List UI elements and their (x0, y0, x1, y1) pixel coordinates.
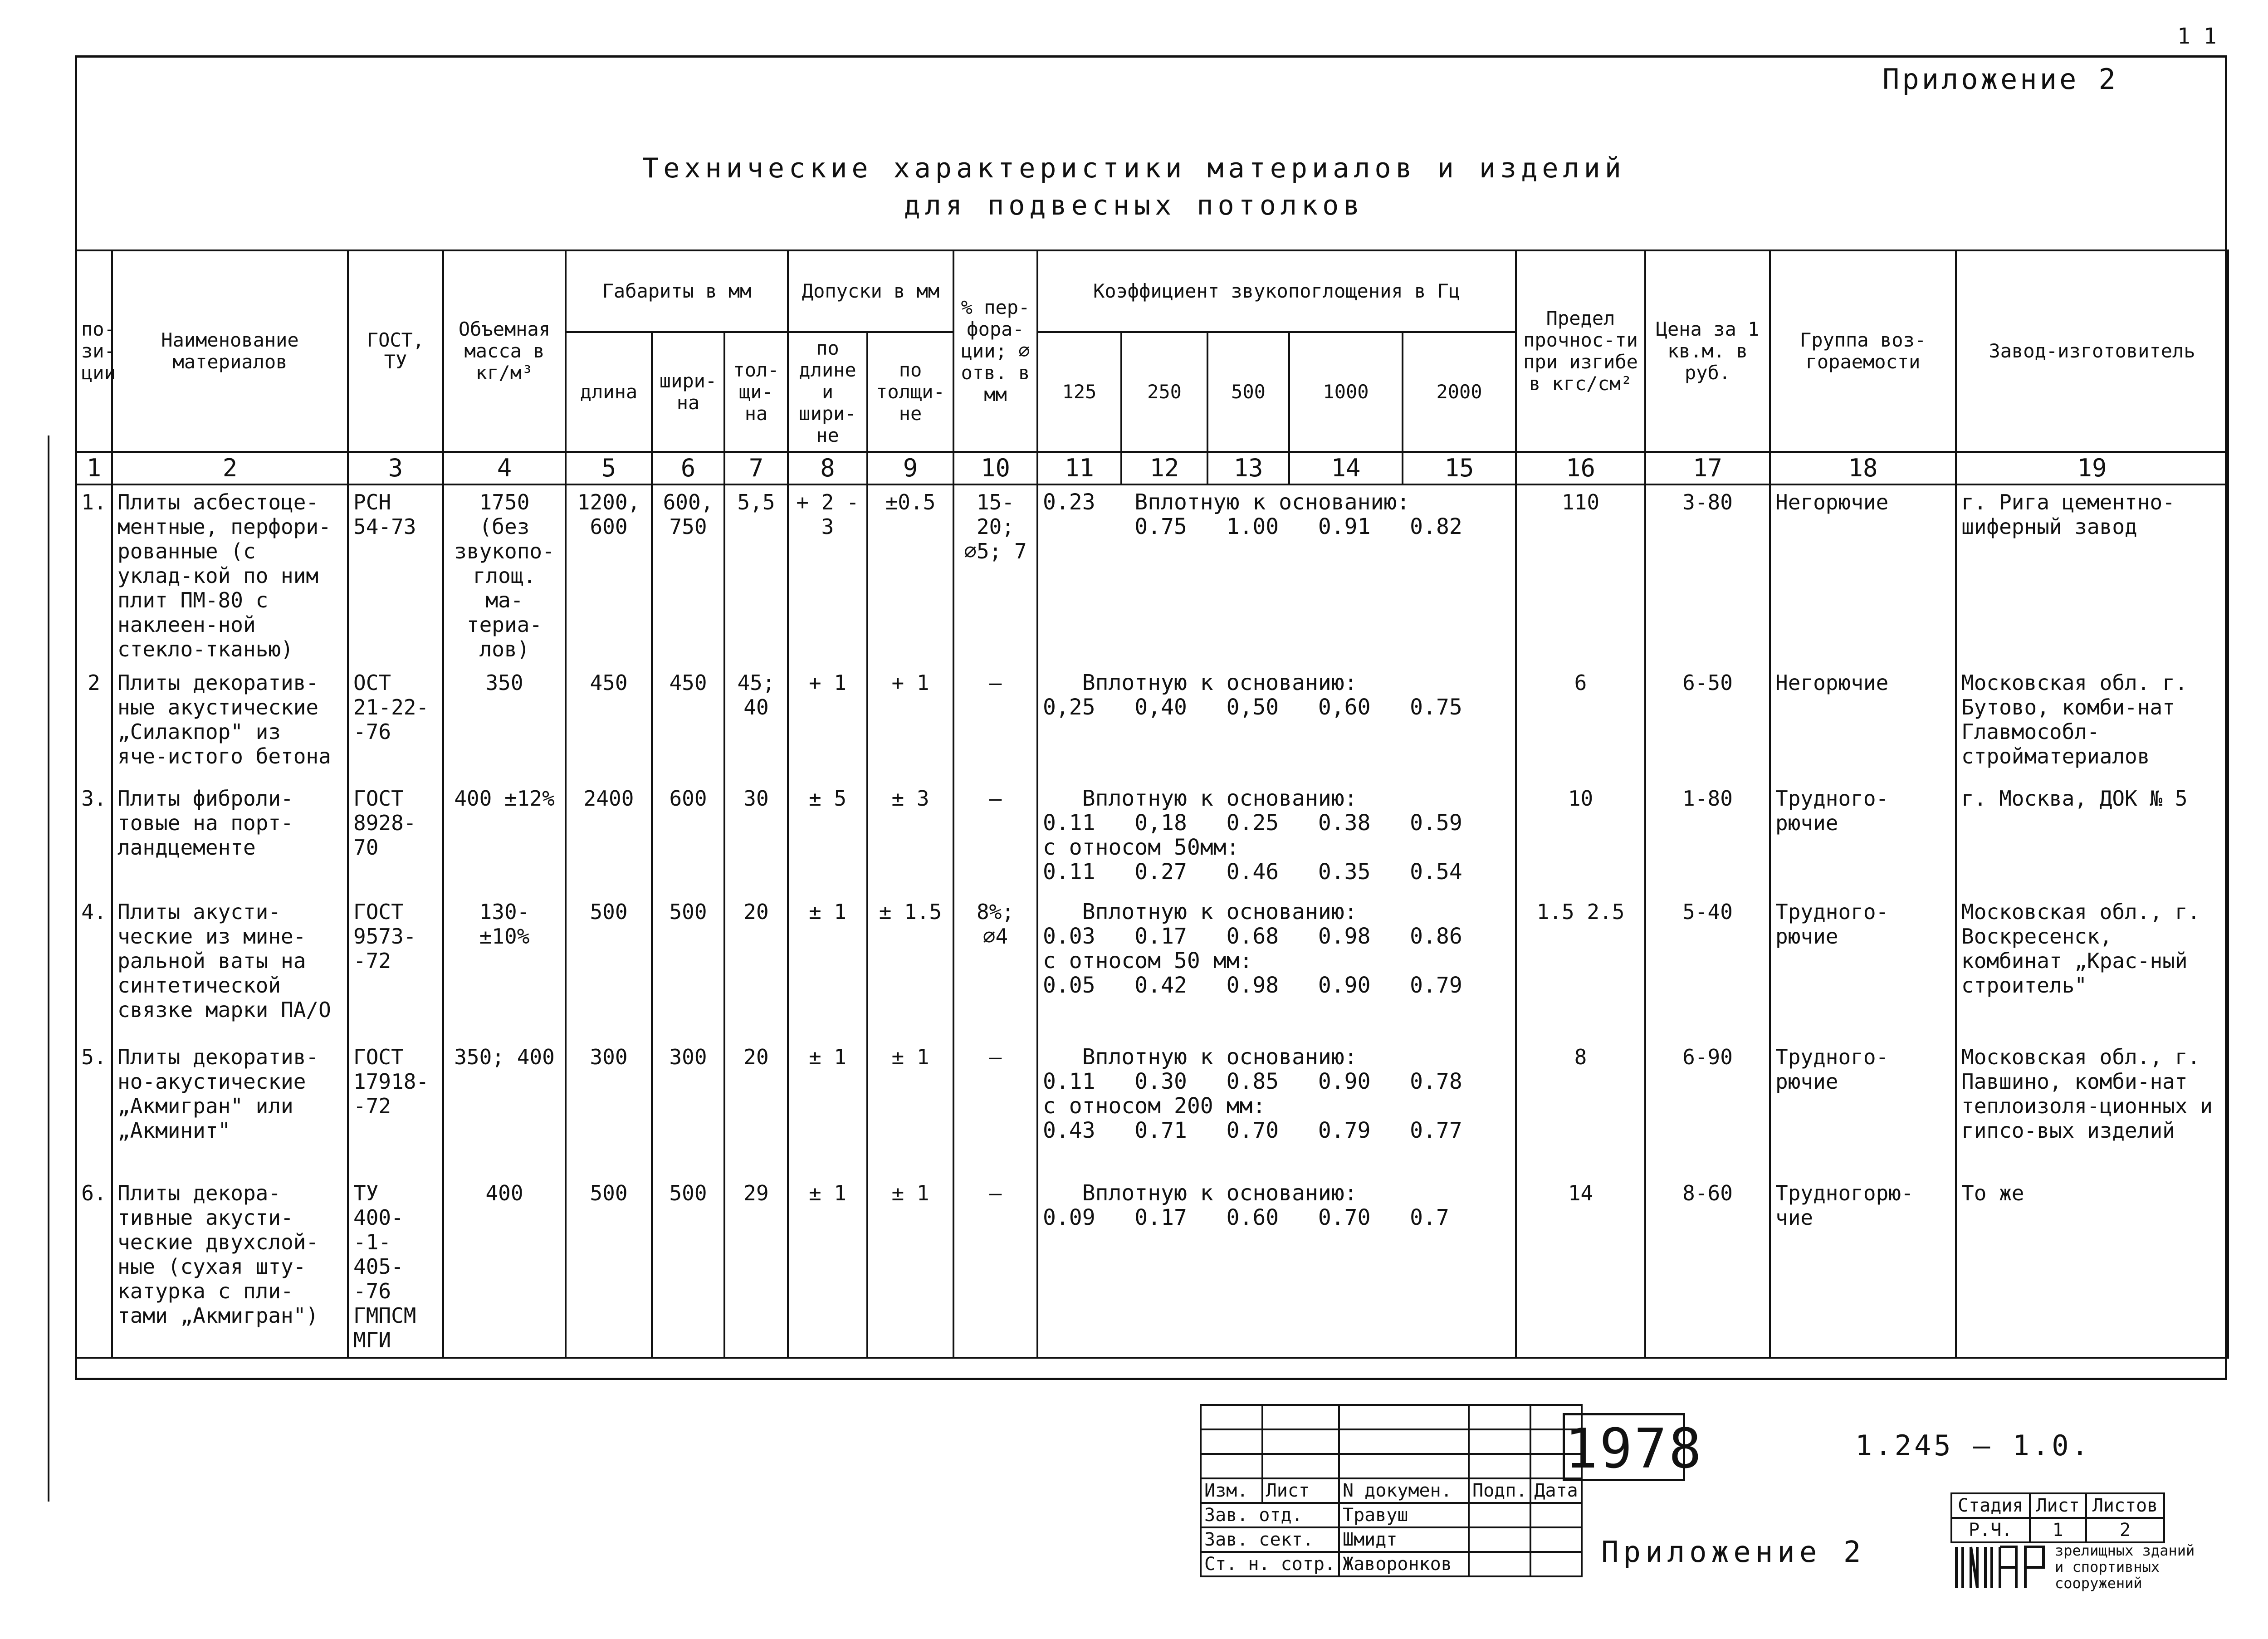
title-line-1: Технические характеристики материалов и изделий (642, 152, 1626, 184)
revision-table (1200, 1404, 1583, 1577)
header-dim-width: шири-на (652, 332, 724, 452)
column-number: 12 (1121, 452, 1207, 484)
sound-line: 0.23 Вплотную к основанию: (1043, 489, 1410, 515)
cell-strength: 14 (1516, 1176, 1645, 1358)
header-mass: Объемная масса в кг/м³ (443, 250, 566, 452)
cell-gost: ТУ 400--1-405--76 ГМПСМ МГИ (348, 1176, 443, 1358)
header-dims: Габариты в мм (566, 250, 788, 332)
cell-tol-len: ± 1 (788, 1040, 867, 1176)
table-row (76, 1040, 2228, 1176)
document-title (227, 150, 2041, 224)
margin-line (48, 435, 49, 1502)
cell-strength: 8 (1516, 1040, 1645, 1176)
table-row (76, 782, 2228, 895)
sound-line: 0.11 0.30 0.85 0.90 0.78 (1043, 1069, 1462, 1094)
cell-strength: 1.5 2.5 (1516, 895, 1645, 1040)
cell-price: 1-80 (1645, 782, 1770, 895)
stage-table (1950, 1492, 2165, 1543)
sound-line: с относом 50мм: (1043, 835, 1240, 860)
cell-len: 500 (566, 1176, 652, 1358)
cell-maker: г. Москва, ДОК № 5 (1956, 782, 2228, 895)
cell-tol-len: ± 1 (788, 895, 867, 1040)
cell-thk: 29 (724, 1176, 788, 1358)
cell-thk: 20 (724, 895, 788, 1040)
sheet-header: Лист (2030, 1493, 2086, 1518)
header-f1000: 1000 (1289, 332, 1403, 452)
cell-group: Негорючие (1770, 666, 1956, 782)
column-number: 3 (348, 452, 443, 484)
org-line: и спортивных (2055, 1558, 2160, 1575)
sheets-header: Листов (2086, 1493, 2165, 1518)
stamp-person: Жаворонков (1339, 1552, 1469, 1576)
header-pos: по-зи-ции (76, 250, 112, 452)
cell-len: 500 (566, 895, 652, 1040)
institute-logo-icon (1953, 1542, 2053, 1592)
column-number: 19 (1956, 452, 2228, 484)
cell-name: Плиты декора-тивные акусти-ческие двухслой-ные (сухая шту-катурка с пли-тами „Акмигран") (112, 1176, 348, 1358)
header-tol-thickness: по толщи-не (867, 332, 953, 452)
table-row (76, 484, 2228, 666)
cell-perf: – (953, 1176, 1037, 1358)
cell-thk: 45; 40 (724, 666, 788, 782)
cell-pos: 3. (76, 782, 112, 895)
table-row (76, 666, 2228, 782)
cell-tol-len: + 1 (788, 666, 867, 782)
cell-wid: 500 (652, 895, 724, 1040)
cell-mass: 130- ±10% (443, 895, 566, 1040)
cell-mass: 350; 400 (443, 1040, 566, 1176)
cell-maker: То же (1956, 1176, 2228, 1358)
column-number: 6 (652, 452, 724, 484)
appendix-label: Приложение 2 (1882, 63, 2118, 96)
cell-perf: – (953, 782, 1037, 895)
corner-mark: 1 1 (2177, 24, 2217, 49)
sound-line: 0.11 0.27 0.46 0.35 0.54 (1043, 859, 1462, 885)
cell-pos: 2 (76, 666, 112, 782)
cell-thk: 30 (724, 782, 788, 895)
cell-tol-len: ± 1 (788, 1176, 867, 1358)
sound-line: 0.43 0.71 0.70 0.79 0.77 (1043, 1118, 1462, 1143)
cell-pos: 5. (76, 1040, 112, 1176)
header-price: Цена за 1 кв.м. в руб. (1645, 250, 1770, 452)
column-number: 1 (76, 452, 112, 484)
sound-line: 0,25 0,40 0,50 0,60 0.75 (1043, 695, 1462, 720)
cell-thk: 5,5 (724, 484, 788, 666)
column-number: 11 (1037, 452, 1121, 484)
cell-pos: 6. (76, 1176, 112, 1358)
cell-wid: 600 (652, 782, 724, 895)
header-sound: Коэффициент звукопоглощения в Гц (1037, 250, 1516, 332)
cell-wid: 600, 750 (652, 484, 724, 666)
column-number: 17 (1645, 452, 1770, 484)
cell-sound-coefficients (1037, 782, 1516, 895)
header-maker: Завод-изготовитель (1956, 250, 2228, 452)
cell-thk: 20 (724, 1040, 788, 1176)
header-f500: 500 (1207, 332, 1289, 452)
stage-value: Р.Ч. (1951, 1518, 2030, 1542)
cell-len: 300 (566, 1040, 652, 1176)
cell-wid: 300 (652, 1040, 724, 1176)
cell-tol-thk: ± 1 (867, 1176, 953, 1358)
stamp-header-cell: N докумен. (1339, 1478, 1469, 1503)
sound-line: Вплотную к основанию: (1043, 1180, 1358, 1206)
cell-gost: ГОСТ 9573--72 (348, 895, 443, 1040)
cell-strength: 110 (1516, 484, 1645, 666)
cell-tol-thk: + 1 (867, 666, 953, 782)
cell-price: 3-80 (1645, 484, 1770, 666)
cell-perf: 8%; ∅4 (953, 895, 1037, 1040)
cell-maker: Московская обл., г. Воскресенск, комбинат „Крас-ный строитель" (1956, 895, 2228, 1040)
cell-perf: 15-20; ∅5; 7 (953, 484, 1037, 666)
spec-table (75, 250, 2229, 1359)
sound-line: 0.75 1.00 0.91 0.82 (1043, 514, 1462, 539)
sound-line: Вплотную к основанию: (1043, 786, 1358, 811)
cell-sound-coefficients (1037, 484, 1516, 666)
cell-pos: 1. (76, 484, 112, 666)
column-number: 10 (953, 452, 1037, 484)
sound-line: 0.09 0.17 0.60 0.70 0.7 (1043, 1205, 1449, 1230)
cell-group: Негорючие (1770, 484, 1956, 666)
cell-len: 2400 (566, 782, 652, 895)
header-gost: ГОСТ, ТУ (348, 250, 443, 452)
cell-group: Трудного-рючие (1770, 1040, 1956, 1176)
cell-tol-len: + 2 - 3 (788, 484, 867, 666)
sound-line: с относом 200 мм: (1043, 1093, 1266, 1119)
sound-line: с относом 50 мм: (1043, 948, 1253, 974)
stage-header: Стадия (1951, 1493, 2030, 1518)
header-f2000: 2000 (1403, 332, 1516, 452)
sound-line: Вплотную к основанию: (1043, 899, 1358, 925)
cell-maker: Московская обл. г. Бутово, комби-нат Главмособл-стройматериалов (1956, 666, 2228, 782)
cell-group: Трудногорю-чие (1770, 1176, 1956, 1358)
stamp-header-cell: Дата (1530, 1478, 1581, 1503)
header-tol-length: по длине и шири-не (788, 332, 867, 452)
cell-perf: – (953, 1040, 1037, 1176)
header-dim-length: длина (566, 332, 652, 452)
column-number: 8 (788, 452, 867, 484)
cell-price: 6-50 (1645, 666, 1770, 782)
header-strength: Предел прочнос-ти при изгибе в кгс/см² (1516, 250, 1645, 452)
stamp-person: Шмидт (1339, 1527, 1469, 1552)
cell-price: 5-40 (1645, 895, 1770, 1040)
header-name: Наименование материалов (112, 250, 348, 452)
column-number: 13 (1207, 452, 1289, 484)
column-number: 18 (1770, 452, 1956, 484)
cell-price: 6-90 (1645, 1040, 1770, 1176)
cell-mass: 350 (443, 666, 566, 782)
cell-tol-thk: ± 1.5 (867, 895, 953, 1040)
title-line-2: для подвесных потолков (904, 190, 1364, 221)
column-number: 7 (724, 452, 788, 484)
stamp-person: Травуш (1339, 1503, 1469, 1527)
column-number: 5 (566, 452, 652, 484)
cell-tol-thk: ± 3 (867, 782, 953, 895)
cell-tol-len: ± 5 (788, 782, 867, 895)
column-number: 16 (1516, 452, 1645, 484)
document-number: 1.245 – 1.0. (1855, 1429, 2091, 1462)
sound-line: Вплотную к основанию: (1043, 1044, 1358, 1070)
sound-line: 0.03 0.17 0.68 0.98 0.86 (1043, 924, 1462, 949)
stamp-header-cell: Подп. (1469, 1478, 1530, 1503)
cell-name: Плиты акусти-ческие из мине-ральной ваты на синтетической связке марки ПА/О (112, 895, 348, 1040)
cell-perf: – (953, 666, 1037, 782)
cell-len: 1200, 600 (566, 484, 652, 666)
cell-gost: ГОСТ 17918--72 (348, 1040, 443, 1176)
cell-price: 8-60 (1645, 1176, 1770, 1358)
cell-mass: 1750 (без звукопо-глощ. ма-териа-лов) (443, 484, 566, 666)
column-number: 15 (1403, 452, 1516, 484)
column-number-row (76, 452, 2228, 484)
org-line: сооружений (2055, 1575, 2142, 1592)
cell-strength: 10 (1516, 782, 1645, 895)
column-number: 4 (443, 452, 566, 484)
stamp-header-cell: Изм. (1201, 1478, 1262, 1503)
cell-mass: 400 (443, 1176, 566, 1358)
cell-gost: РСН 54-73 (348, 484, 443, 666)
cell-name: Плиты асбестоце-ментные, перфори-рованные (с уклад-кой по ним плит ПМ-80 с наклеен-ной стекло-тканью) (112, 484, 348, 666)
sound-line: 0.11 0,18 0.25 0.38 0.59 (1043, 810, 1462, 836)
cell-sound-coefficients (1037, 895, 1516, 1040)
cell-tol-thk: ± 1 (867, 1040, 953, 1176)
table-body (76, 484, 2228, 1358)
header-perforation: % пер-фора-ции; ∅ отв. в мм (953, 250, 1037, 452)
organization-name (2055, 1542, 2195, 1591)
cell-wid: 500 (652, 1176, 724, 1358)
sheet-value: 1 (2030, 1518, 2086, 1542)
year-box: 1978 (1563, 1413, 1685, 1481)
cell-gost: ОСТ 21-22--76 (348, 666, 443, 782)
header-f250: 250 (1121, 332, 1207, 452)
cell-strength: 6 (1516, 666, 1645, 782)
cell-len: 450 (566, 666, 652, 782)
column-number: 14 (1289, 452, 1403, 484)
cell-sound-coefficients (1037, 666, 1516, 782)
cell-name: Плиты фиброли-товые на порт-ландцементе (112, 782, 348, 895)
stamp-role: Зав. сект. (1201, 1527, 1339, 1552)
cell-name: Плиты декоратив-ные акустические „Силакпор" из яче-истого бетона (112, 666, 348, 782)
cell-maker: Московская обл., г. Павшино, комби-нат теплоизоля-ционных и гипсо-вых изделий (1956, 1040, 2228, 1176)
header-tolerances: Допуски в мм (788, 250, 953, 332)
cell-maker: г. Рига цементно-шиферный завод (1956, 484, 2228, 666)
cell-tol-thk: ±0.5 (867, 484, 953, 666)
stamp-role: Ст. н. сотр. (1201, 1552, 1339, 1576)
cell-group: Трудного-рючие (1770, 895, 1956, 1040)
cell-sound-coefficients (1037, 1040, 1516, 1176)
stamp-role: Зав. отд. (1201, 1503, 1339, 1527)
cell-sound-coefficients (1037, 1176, 1516, 1358)
cell-group: Трудного-рючие (1770, 782, 1956, 895)
stamp-header-cell: Лист (1262, 1478, 1339, 1503)
header-f125: 125 (1037, 332, 1121, 452)
table-row (76, 1176, 2228, 1358)
column-number: 2 (112, 452, 348, 484)
sound-line: 0.05 0.42 0.98 0.90 0.79 (1043, 973, 1462, 998)
cell-name: Плиты декоратив-но-акустические „Акмигран" или „Акминит" (112, 1040, 348, 1176)
cell-wid: 450 (652, 666, 724, 782)
cell-gost: ГОСТ 8928-70 (348, 782, 443, 895)
header-dim-thickness: тол-щи-на (724, 332, 788, 452)
cell-pos: 4. (76, 895, 112, 1040)
cell-mass: 400 ±12% (443, 782, 566, 895)
sound-line: Вплотную к основанию: (1043, 670, 1358, 695)
stamp-header-row (1201, 1478, 1582, 1503)
table-row (76, 895, 2228, 1040)
appendix-footer-label: Приложение 2 (1601, 1536, 1866, 1569)
sheets-value: 2 (2086, 1518, 2165, 1542)
org-line: зрелищных зданий (2055, 1542, 2195, 1559)
column-number: 9 (867, 452, 953, 484)
header-group: Группа воз-горaемости (1770, 250, 1956, 452)
